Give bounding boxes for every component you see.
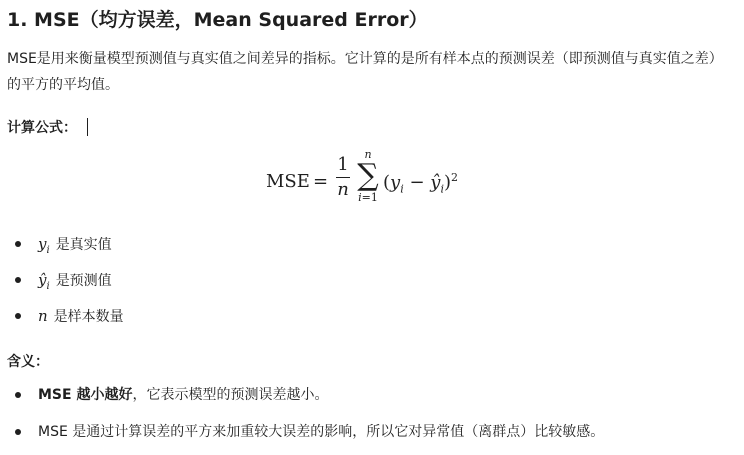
fraction-denominator: n <box>337 179 349 200</box>
meaning-label: 含义： <box>7 354 49 370</box>
variable-text: 是样本数量 <box>53 309 124 325</box>
formula-label <box>7 117 88 137</box>
term-yhat-sub: i <box>440 182 444 196</box>
list-item <box>0 226 124 262</box>
fraction-numerator: 1 <box>337 154 349 175</box>
section-heading: 1. MSE（均方误差，Mean Squared Error） <box>7 9 428 31</box>
sum-upper-limit: n <box>364 148 372 161</box>
text-cursor <box>87 118 88 136</box>
variable-text: 是预测值 <box>55 273 112 289</box>
sum-index: i <box>358 191 362 204</box>
variable-symbol: n <box>38 307 48 325</box>
term-power: 2 <box>451 171 458 184</box>
fraction-bar <box>336 177 350 178</box>
meaning-emphasis: MSE 越小越好 <box>38 387 133 403</box>
summation <box>354 149 382 205</box>
bullet-icon <box>15 313 21 319</box>
list-item <box>0 377 604 414</box>
bullet-icon <box>15 241 21 247</box>
variable-symbol: $y_i$ <box>38 235 50 256</box>
list-item <box>0 414 604 451</box>
list-item <box>0 298 124 334</box>
term-y: y <box>390 172 401 193</box>
meaning-text: MSE 是通过计算误差的平方来加重较大误差的影响，所以它对异常值（离群点）比较敏感。 <box>38 424 605 440</box>
list-item <box>0 262 124 298</box>
formula-fraction <box>336 155 350 200</box>
variable-text: 是真实值 <box>55 237 112 253</box>
bullet-icon <box>15 277 21 283</box>
formula-lhs: MSE <box>266 171 310 192</box>
formula-equals: = <box>313 171 329 192</box>
variable-list <box>0 226 124 334</box>
term-yhat: ŷ <box>430 172 441 193</box>
term-y-sub: i <box>400 182 404 196</box>
formula-label-text: 计算公式： <box>7 120 77 136</box>
meaning-text: ，它表示模型的预测误差越小。 <box>132 387 329 403</box>
description-paragraph: MSE是用来衡量模型预测值与真实值之间差异的指标。它计算的是所有样本点的预测误差（即预测值与真实值之差）的平方的平均值。 <box>7 51 723 93</box>
meaning-list <box>0 377 604 451</box>
sigma-symbol: ∑ <box>357 158 379 193</box>
sum-lower-limit: i=1 <box>358 191 378 204</box>
bullet-icon <box>15 392 21 398</box>
formula-term: ($y_i$ − $ŷ_i)^2$ <box>383 171 458 196</box>
bullet-icon <box>15 429 21 435</box>
variable-symbol: $ŷ_i$ <box>38 271 50 292</box>
